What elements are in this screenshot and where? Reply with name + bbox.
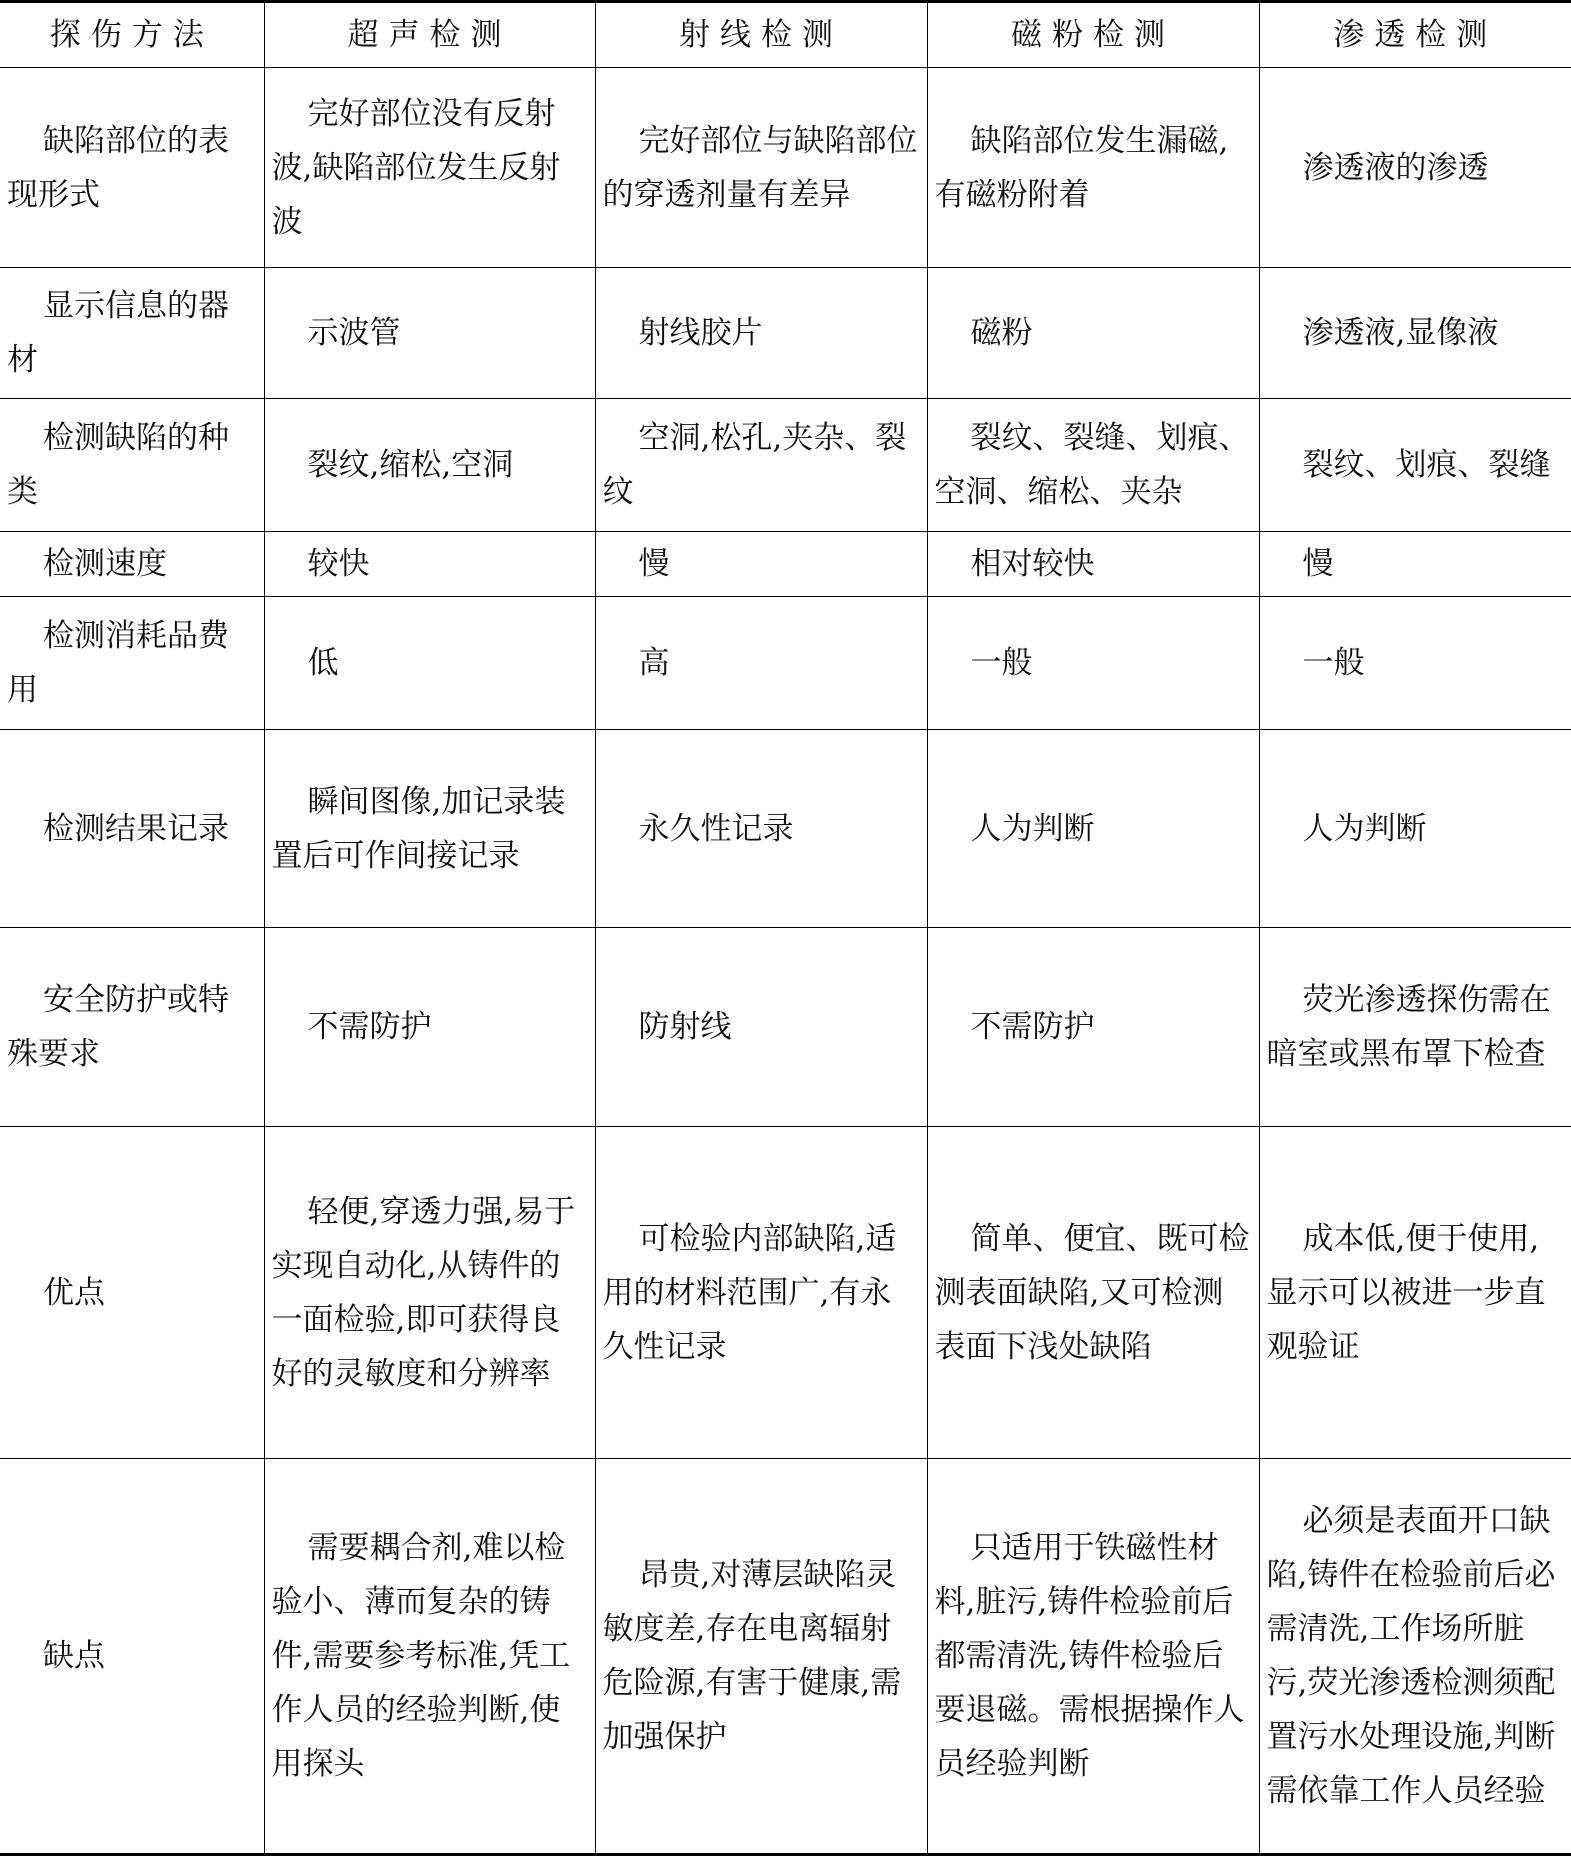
table-cell: 一般 xyxy=(1259,597,1571,730)
table-cell: 较快 xyxy=(264,532,595,597)
table-cell: 慢 xyxy=(1259,532,1571,597)
table-row xyxy=(0,597,1571,730)
table-cell: 需要耦合剂,难以检验小、薄而复杂的铸件,需要参考标准,凭工作人员的经验判断,使用探头 xyxy=(264,1459,595,1855)
row-label: 检测缺陷的种类 xyxy=(0,399,264,532)
table-cell: 高 xyxy=(595,597,927,730)
table-cell: 成本低,便于使用,显示可以被进一步直观验证 xyxy=(1259,1127,1571,1459)
table-cell: 人为判断 xyxy=(1259,730,1571,928)
table-cell: 裂纹、裂缝、划痕、空洞、缩松、夹杂 xyxy=(927,399,1259,532)
row-label: 检测消耗品费用 xyxy=(0,597,264,730)
row-label: 优点 xyxy=(0,1127,264,1459)
table-cell: 慢 xyxy=(595,532,927,597)
table-cell: 一般 xyxy=(927,597,1259,730)
row-label: 缺陷部位的表现形式 xyxy=(0,68,264,268)
table-cell: 轻便,穿透力强,易于实现自动化,从铸件的一面检验,即可获得良好的灵敏度和分辨率 xyxy=(264,1127,595,1459)
header-penetrant: 渗透检测 xyxy=(1259,2,1571,68)
table-cell: 空洞,松孔,夹杂、裂纹 xyxy=(595,399,927,532)
row-label: 检测结果记录 xyxy=(0,730,264,928)
table-cell: 裂纹,缩松,空洞 xyxy=(264,399,595,532)
table-row xyxy=(0,1127,1571,1459)
table-row xyxy=(0,399,1571,532)
header-radiographic: 射线检测 xyxy=(595,2,927,68)
table-row xyxy=(0,1459,1571,1855)
table-cell: 完好部位与缺陷部位的穿透剂量有差异 xyxy=(595,68,927,268)
header-magnetic: 磁粉检测 xyxy=(927,2,1259,68)
table-row xyxy=(0,268,1571,399)
header-method: 探伤方法 xyxy=(0,2,264,68)
table-cell: 简单、便宜、既可检测表面缺陷,又可检测表面下浅处缺陷 xyxy=(927,1127,1259,1459)
table-cell: 昂贵,对薄层缺陷灵敏度差,存在电离辐射危险源,有害于健康,需加强保护 xyxy=(595,1459,927,1855)
header-ultrasonic: 超声检测 xyxy=(264,2,595,68)
table-cell: 永久性记录 xyxy=(595,730,927,928)
table-cell: 可检验内部缺陷,适用的材料范围广,有永久性记录 xyxy=(595,1127,927,1459)
table-cell: 射线胶片 xyxy=(595,268,927,399)
table-cell: 渗透液,显像液 xyxy=(1259,268,1571,399)
table-cell: 完好部位没有反射波,缺陷部位发生反射波 xyxy=(264,68,595,268)
table-cell: 渗透液的渗透 xyxy=(1259,68,1571,268)
table-cell: 低 xyxy=(264,597,595,730)
table-cell: 防射线 xyxy=(595,928,927,1127)
table-cell: 荧光渗透探伤需在暗室或黑布罩下检查 xyxy=(1259,928,1571,1127)
header-row xyxy=(0,2,1571,68)
table-cell: 必须是表面开口缺陷,铸件在检验前后必需清洗,工作场所脏污,荧光渗透检测须配置污水处理设施,判断需依靠工作人员经验 xyxy=(1259,1459,1571,1855)
table-cell: 不需防护 xyxy=(927,928,1259,1127)
table-cell: 相对较快 xyxy=(927,532,1259,597)
table-cell: 示波管 xyxy=(264,268,595,399)
table-cell: 只适用于铁磁性材料,脏污,铸件检验前后都需清洗,铸件检验后要退磁。需根据操作人员经验判断 xyxy=(927,1459,1259,1855)
table-cell: 人为判断 xyxy=(927,730,1259,928)
table-cell: 裂纹、划痕、裂缝 xyxy=(1259,399,1571,532)
row-label: 显示信息的器材 xyxy=(0,268,264,399)
table-cell: 缺陷部位发生漏磁,有磁粉附着 xyxy=(927,68,1259,268)
table-row xyxy=(0,928,1571,1127)
table-row xyxy=(0,532,1571,597)
table-cell: 磁粉 xyxy=(927,268,1259,399)
table-row xyxy=(0,730,1571,928)
row-label: 安全防护或特殊要求 xyxy=(0,928,264,1127)
table-row xyxy=(0,68,1571,268)
row-label: 检测速度 xyxy=(0,532,264,597)
row-label: 缺点 xyxy=(0,1459,264,1855)
table-cell: 不需防护 xyxy=(264,928,595,1127)
table-cell: 瞬间图像,加记录装置后可作间接记录 xyxy=(264,730,595,928)
